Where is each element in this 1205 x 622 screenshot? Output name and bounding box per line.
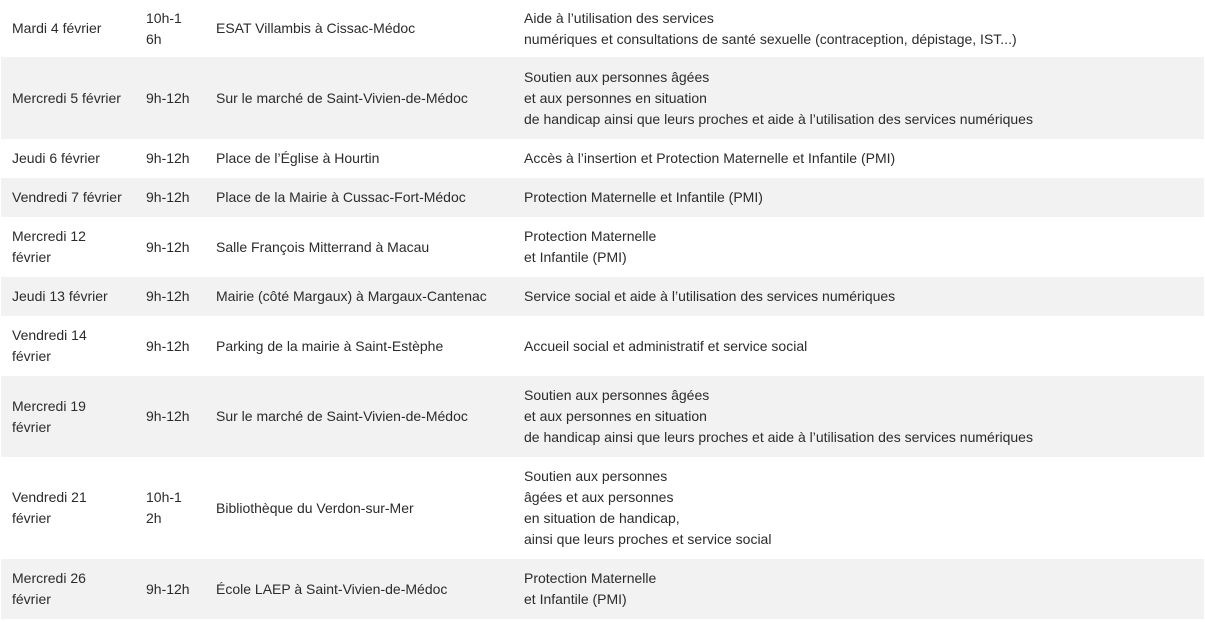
time-cell: 9h-12h — [146, 217, 216, 277]
service-line: de handicap ainsi que leurs proches et aide à l’utilisation des services numériques — [524, 429, 1033, 445]
service-line: Service social et aide à l’utilisation des services numériques — [524, 288, 896, 304]
place-cell: Sur le marché de Saint-Vivien-de-Médoc — [216, 376, 524, 457]
table-row — [1, 559, 1204, 619]
service-line: ainsi que leurs proches et service social — [524, 531, 772, 547]
service-cell — [524, 559, 1204, 619]
service-cell — [524, 277, 1204, 316]
service-line: Aide à l’utilisation des services — [524, 9, 714, 26]
table-row — [1, 316, 1204, 376]
service-cell — [524, 57, 1204, 139]
date-cell: Mercredi 5 février — [1, 57, 146, 139]
table-row — [1, 0, 1204, 57]
service-line: Soutien aux personnes — [524, 468, 668, 484]
date-cell: Jeudi 6 février — [1, 139, 146, 178]
service-line: Accueil social et administratif et service social — [524, 337, 808, 354]
table-row — [1, 57, 1204, 139]
service-line: et aux personnes en situation — [524, 89, 707, 106]
place-cell: Mairie (côté Margaux) à Margaux-Cantenac — [216, 277, 524, 316]
service-cell — [524, 139, 1204, 178]
date-value: Vendredi 14 février — [12, 327, 87, 364]
time-cell: 9h-12h — [146, 559, 216, 619]
table-row — [1, 178, 1204, 217]
date-cell: Jeudi 13 février — [1, 277, 146, 316]
service-line: Soutien aux personnes âgées — [524, 68, 710, 85]
date-value: Mercredi 26 février — [12, 570, 86, 607]
time-cell: 9h-12h — [146, 316, 216, 376]
place-cell: Bibliothèque du Verdon-sur-Mer — [216, 457, 524, 559]
service-cell — [524, 376, 1204, 457]
date-cell: Vendredi 7 février — [1, 178, 146, 217]
place-cell: Parking de la mairie à Saint-Estèphe — [216, 316, 524, 376]
service-cell — [524, 457, 1204, 559]
table-row — [1, 217, 1204, 277]
service-line: Protection Maternelle — [524, 228, 657, 244]
time-cell: 9h-12h — [146, 178, 216, 217]
service-line: Accès à l’insertion et Protection Maternelle et Infantile (PMI) — [524, 150, 896, 166]
service-line: et Infantile (PMI) — [524, 249, 627, 265]
date-cell: Mardi 4 février — [1, 0, 146, 57]
schedule-table — [1, 0, 1204, 619]
service-line: en situation de handicap, — [524, 510, 680, 526]
date-cell — [1, 316, 146, 376]
table-row — [1, 457, 1204, 559]
place-cell: Place de la Mairie à Cussac-Fort-Médoc — [216, 178, 524, 217]
service-cell — [524, 0, 1204, 57]
service-line: âgées et aux personnes — [524, 489, 674, 505]
time-cell: 9h-12h — [146, 277, 216, 316]
place-cell: ESAT Villambis à Cissac-Médoc — [216, 0, 524, 57]
table-row — [1, 139, 1204, 178]
service-cell — [524, 178, 1204, 217]
date-value: Mercredi 12 février — [12, 228, 86, 265]
time-cell — [146, 0, 216, 57]
date-cell — [1, 376, 146, 457]
date-cell — [1, 457, 146, 559]
schedule-table-body — [1, 0, 1204, 619]
service-cell — [524, 217, 1204, 277]
service-cell — [524, 316, 1204, 376]
place-cell: Place de l’Église à Hourtin — [216, 139, 524, 178]
date-cell — [1, 559, 146, 619]
time-cell: 9h-12h — [146, 57, 216, 139]
place-cell: Salle François Mitterrand à Macau — [216, 217, 524, 277]
time-cell: 9h-12h — [146, 376, 216, 457]
service-line: Soutien aux personnes âgées — [524, 387, 710, 403]
table-row — [1, 277, 1204, 316]
time-value: 10h-12h — [146, 489, 182, 526]
service-line: et Infantile (PMI) — [524, 591, 627, 607]
service-line: Protection Maternelle et Infantile (PMI) — [524, 189, 763, 205]
time-cell — [146, 457, 216, 559]
place-cell: Sur le marché de Saint-Vivien-de-Médoc — [216, 57, 524, 139]
table-row — [1, 376, 1204, 457]
date-cell — [1, 217, 146, 277]
place-cell: École LAEP à Saint-Vivien-de-Médoc — [216, 559, 524, 619]
service-line: et aux personnes en situation — [524, 408, 707, 424]
date-value: Mercredi 19 février — [12, 397, 86, 435]
date-value: Vendredi 21 février — [12, 489, 87, 526]
service-line: Protection Maternelle — [524, 570, 657, 586]
time-cell: 9h-12h — [146, 139, 216, 178]
time-value: 10h-16h — [146, 9, 182, 47]
service-line: de handicap ainsi que leurs proches et aide à l’utilisation des services numériques — [524, 110, 1033, 127]
service-line: numériques et consultations de santé sexuelle (contraception, dépistage, IST...) — [524, 30, 1017, 47]
